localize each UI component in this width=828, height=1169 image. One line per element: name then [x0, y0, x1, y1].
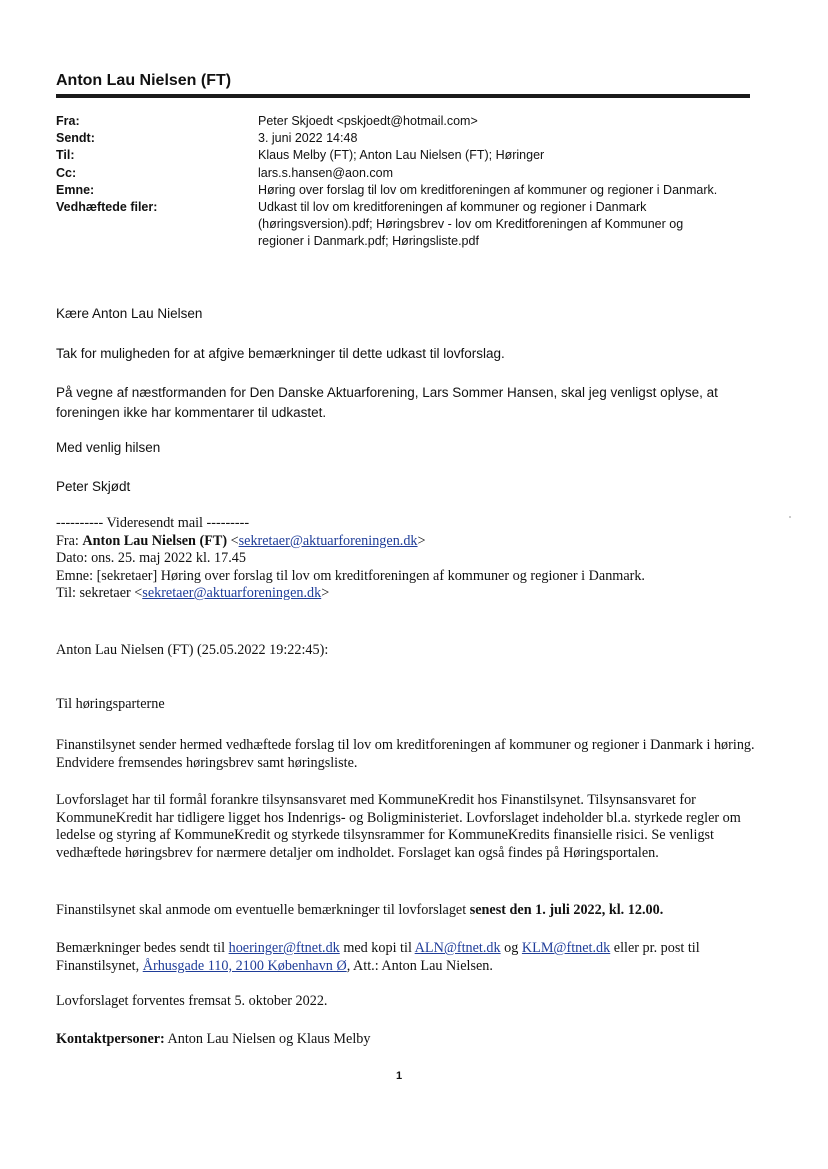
text-span: Bemærkninger bedes sendt til	[56, 940, 229, 956]
closing: Med venlig hilsen	[56, 440, 161, 455]
forward-to-email-link[interactable]: sekretaer@aktuarforeningen.dk	[142, 585, 322, 601]
header-value: Høring over forslag til lov om kreditforeningen af kommuner og regioner i Danmark.	[258, 182, 718, 197]
text-span: med kopi til	[339, 940, 415, 956]
forward-from-line: Fra: Anton Lau Nielsen (FT) <sekretaer@aktuarforeningen.dk>	[56, 532, 426, 549]
forward-paragraph-purpose: Lovforslaget har til formål forankre tilsynsansvaret med KommuneKredit hos Finanstilsynet. Tilsynsansvaret for KommuneKredit har tidligere ligget hos Indenrigs- og Boligministeriet. Lovforslaget indeholder bl.a. styrkede regler om ledelse og styring af KommuneKredit og styrkede tilsynsrammer for KommuneKredits finansielle risici. Se venligst vedhæftede høringsbrev for nærmere detaljer om indholdet. Forslaget kan også findes på Høringsportalen.	[56, 792, 741, 861]
forward-to-line: Til: sekretaer <sekretaer@aktuarforeningen.dk>	[56, 585, 330, 601]
forward-paragraph-expected: Lovforslaget forventes fremsat 5. oktober 2022.	[56, 993, 328, 1009]
header-label: Vedhæftede filer:	[56, 200, 158, 215]
header-value: Klaus Melby (FT); Anton Lau Nielsen (FT); Høringer	[258, 148, 545, 163]
forward-paragraph-intro: Finanstilsynet sender hermed vedhæftede forslag til lov om kreditforeningen af kommuner og regioner i Danmark i høring. Endvidere fremsendes høringsbrev samt høringsliste.	[56, 737, 755, 771]
text-span: , Att.: Anton Lau Nielsen.	[346, 957, 493, 974]
hoeringer-email-link[interactable]: hoeringer@ftnet.dk	[228, 940, 340, 956]
address-link[interactable]: Århusgade 110, 2100 København Ø	[142, 957, 347, 974]
header-value: 3. juni 2022 14:48	[258, 131, 358, 146]
quote-intro: Anton Lau Nielsen (FT) (25.05.2022 19:22:45):	[56, 642, 329, 658]
header-row-sent	[56, 130, 756, 147]
forward-from-label: Fra:	[56, 532, 79, 549]
header-label: Til:	[56, 148, 75, 163]
body-paragraph-statement: På vegne af næstformanden for Den Danske Aktuarforening, Lars Sommer Hansen, skal jeg venligst oplyse, at foreningen ikke har kommentarer til udkastet.	[56, 385, 718, 420]
text-span: og	[500, 940, 522, 956]
klm-email-link[interactable]: KLM@ftnet.dk	[521, 940, 611, 956]
header-label: Cc:	[56, 165, 77, 180]
attachments-list: Udkast til lov om kreditforeningen af kommuner og regioner i Danmark (høringsversion).pdf; Høringsbrev - lov om Kreditforeningen af Kommuner og regioner i Danmark.pdf; Høringsliste.pdf	[258, 200, 684, 249]
forward-paragraph-contact-info	[56, 940, 766, 975]
forward-from-name: Anton Lau Nielsen (FT)	[82, 532, 228, 549]
scan-artifact	[789, 516, 791, 518]
header-row-cc	[56, 165, 756, 182]
deadline-text: Finanstilsynet skal anmode om eventuelle bemærkninger til lovforslaget	[56, 902, 470, 918]
forward-paragraph-deadline	[56, 902, 766, 920]
header-label: Sendt:	[56, 131, 95, 146]
text-span: eller pr. post til Finanstilsynet,	[56, 940, 700, 974]
header-row-to	[56, 147, 756, 164]
forwarded-header	[56, 515, 766, 603]
forward-salutation: Til høringsparterne	[56, 696, 165, 712]
forward-separator: ---------- Videresendt mail ---------	[56, 515, 250, 531]
contacts-label: Kontaktpersoner:	[56, 1031, 165, 1047]
aln-email-link[interactable]: ALN@ftnet.dk	[414, 940, 501, 956]
page-number: 1	[396, 1070, 403, 1082]
signature: Peter Skjødt	[56, 479, 131, 494]
header-label: Emne:	[56, 182, 95, 197]
header-row-subject	[56, 182, 756, 199]
forward-paragraph-contacts	[56, 1031, 766, 1049]
header-value: lars.s.hansen@aon.com	[258, 165, 393, 180]
body-paragraph-thanks: Tak for muligheden for at afgive bemærkninger til dette udkast til lovforslag.	[56, 346, 505, 361]
forward-date-line: Dato: ons. 25. maj 2022 kl. 17.45	[56, 550, 246, 566]
greeting: Kære Anton Lau Nielsen	[56, 306, 203, 321]
email-sender-title: Anton Lau Nielsen (FT)	[56, 72, 232, 89]
header-row-from	[56, 113, 756, 130]
forward-to-label: Til: sekretaer	[56, 585, 131, 601]
forward-subject-line: Emne: [sekretaer] Høring over forslag til lov om kreditforeningen af kommuner og regioner i Danmark.	[56, 567, 645, 584]
forward-from-email-link[interactable]: sekretaer@aktuarforeningen.dk	[238, 532, 418, 549]
header-label: Fra:	[56, 114, 80, 128]
header-value: Peter Skjoedt <pskjoedt@hotmail.com>	[258, 114, 478, 128]
title-divider	[56, 94, 750, 98]
email-header-block	[56, 113, 756, 251]
header-row-attachments	[56, 199, 756, 251]
contacts-names: Anton Lau Nielsen og Klaus Melby	[164, 1031, 371, 1047]
deadline-date: senest den 1. juli 2022, kl. 12.00.	[469, 902, 664, 918]
